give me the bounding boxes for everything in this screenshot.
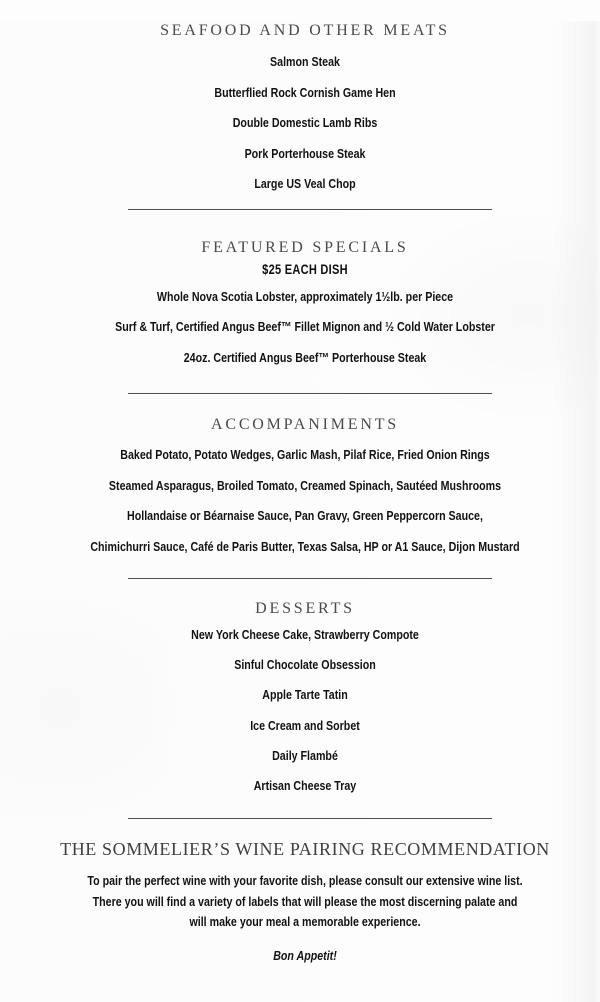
menu-item: Apple Tarte Tatin	[262, 687, 348, 703]
section-items	[67, 620, 543, 801]
footer-line: will make your meal a memorable experience.	[189, 914, 421, 930]
menu-item: Daily Flambé	[272, 747, 338, 763]
menu-content	[15, 21, 595, 966]
signoff-text: Bon Appetit!	[273, 947, 337, 963]
section-items	[67, 440, 543, 562]
sommelier-recommendation	[15, 839, 595, 966]
section-featured-specials	[15, 238, 595, 395]
section-heading: DESSERTS	[255, 600, 355, 617]
menu-item: Whole Nova Scotia Lobster, approximately 1½lb. per Piece	[156, 288, 454, 304]
menu-item: Salmon Steak	[270, 54, 340, 69]
menu-page	[0, 21, 600, 1002]
section-divider	[128, 393, 492, 394]
menu-item: Pork Porterhouse Steak	[244, 145, 366, 161]
section-heading: ACCOMPANIMENTS	[211, 416, 399, 433]
menu-item: Artisan Cheese Tray	[253, 778, 357, 794]
footer-line: To pair the perfect wine with your favorite dish, please consult our extensive wine list.	[87, 873, 523, 889]
section-heading: FEATURED SPECIALS	[201, 238, 409, 256]
footer-heading: THE SOMMELIER’S WINE PAIRING RECOMMENDATION	[60, 839, 550, 860]
menu-item: Surf & Turf, Certified Angus Beef™ Fillet Mignon and ½ Cold Water Lobster	[115, 319, 495, 334]
menu-item: Hollandaise or Béarnaise Sauce, Pan Gravy, Green Peppercorn Sauce,	[127, 508, 483, 523]
menu-item: Chimichurri Sauce, Café de Paris Butter, Texas Salsa, HP or A1 Sauce, Dijon Mustard	[90, 538, 520, 554]
section-desserts	[15, 599, 595, 819]
section-items	[67, 282, 543, 374]
footer-paragraph	[67, 871, 543, 933]
section-divider	[128, 818, 492, 819]
footer-line: There you will find a variety of labels that will please the most discerning palate and	[92, 893, 518, 909]
menu-item: Baked Potato, Potato Wedges, Garlic Mash, Pilaf Rice, Fried Onion Rings	[120, 447, 490, 462]
menu-item: Large US Veal Chop	[254, 176, 356, 191]
section-divider	[128, 209, 492, 210]
menu-item: Steamed Asparagus, Broiled Tomato, Creamed Spinach, Sautéed Mushrooms	[108, 477, 502, 493]
section-divider	[128, 578, 492, 579]
section-heading: SEAFOOD AND OTHER MEATS	[160, 22, 450, 39]
section-seafood-and-other-meats	[15, 21, 595, 210]
section-items	[67, 47, 543, 200]
menu-item: Sinful Chocolate Obsession	[234, 657, 376, 673]
menu-item: New York Cheese Cake, Strawberry Compote	[191, 627, 419, 642]
menu-item: Butterflied Rock Cornish Game Hen	[214, 84, 396, 100]
menu-item: 24oz. Certified Angus Beef™ Porterhouse Steak	[183, 349, 427, 365]
price-note: $25 EACH DISH	[262, 261, 348, 277]
menu-item: Ice Cream and Sorbet	[250, 717, 360, 733]
menu-item: Double Domestic Lamb Ribs	[232, 115, 378, 130]
section-accompaniments	[15, 415, 595, 579]
